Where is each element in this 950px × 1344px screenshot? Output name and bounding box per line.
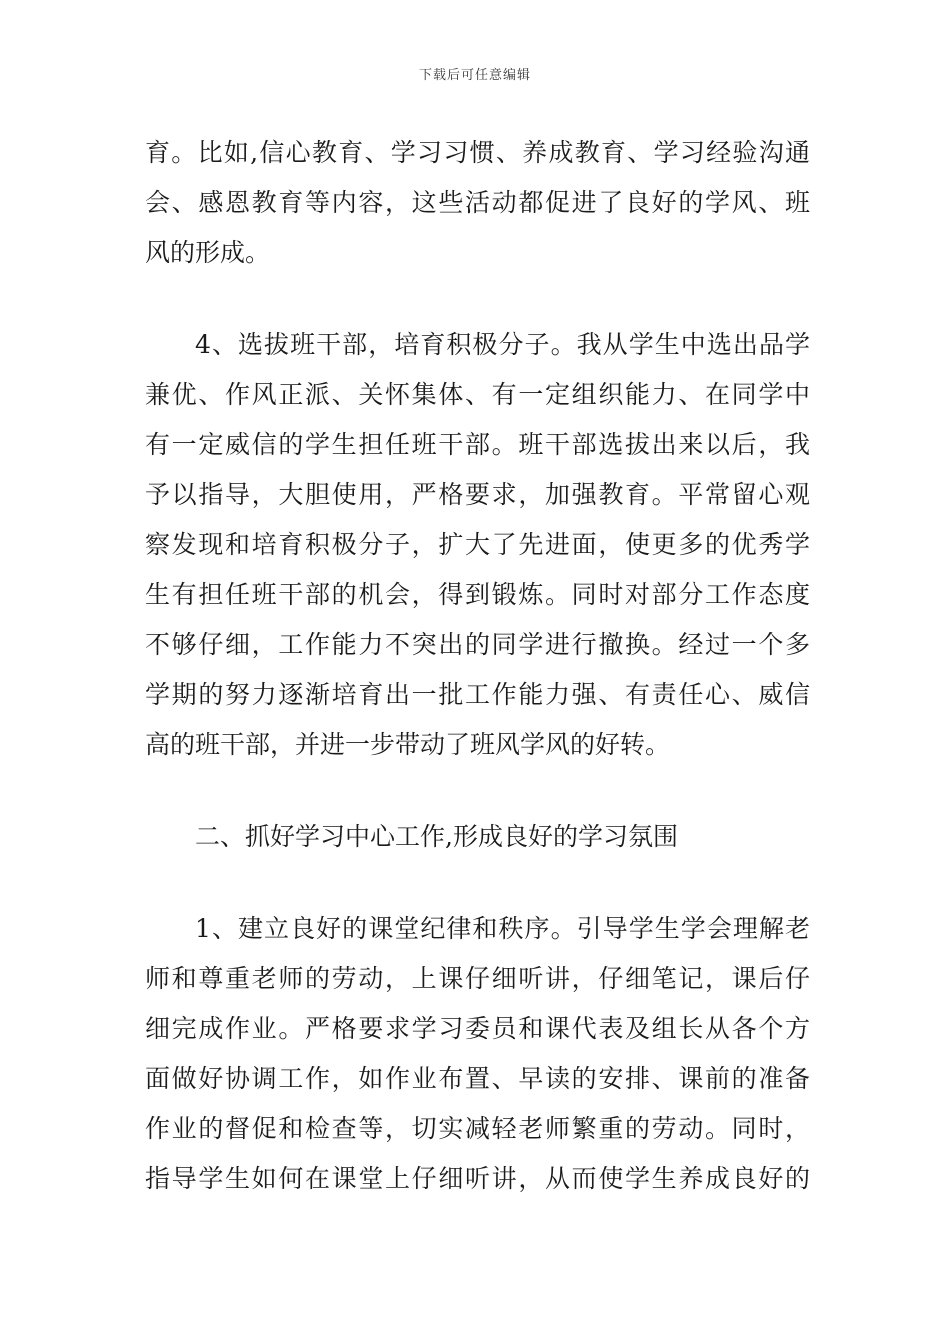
text-line: 育。比如,信心教育、学习习惯、养成教育、学习经验沟通 bbox=[145, 138, 810, 167]
paragraph bbox=[145, 320, 810, 770]
text-line: 作业的督促和检查等，切实减轻老师繁重的劳动。同时， bbox=[145, 1114, 810, 1143]
text-line: 会、感恩教育等内容，这些活动都促进了良好的学风、班 bbox=[145, 188, 810, 217]
text-line: 有一定威信的学生担任班干部。班干部选拔出来以后，我 bbox=[145, 430, 810, 459]
text-line: 风的形成。 bbox=[145, 238, 271, 267]
paragraph-gap bbox=[145, 862, 810, 904]
paragraph-gap bbox=[145, 770, 810, 812]
text-line: 学期的努力逐渐培育出一批工作能力强、有责任心、威信 bbox=[145, 680, 810, 709]
text-line: 生有担任班干部的机会，得到锻炼。同时对部分工作态度 bbox=[145, 580, 810, 609]
text-line: 细完成作业。严格要求学习委员和课代表及组长从各个方 bbox=[145, 1014, 810, 1043]
text-line: 察发现和培育积极分子，扩大了先进面，使更多的优秀学 bbox=[145, 530, 810, 559]
document-body bbox=[145, 128, 810, 1204]
page-header: 下载后可任意编辑 bbox=[418, 68, 531, 83]
text-line: 不够仔细，工作能力不突出的同学进行撤换。经过一个多 bbox=[145, 630, 810, 659]
text-line: 师和尊重老师的劳动，上课仔细听讲，仔细笔记，课后仔 bbox=[145, 964, 810, 993]
text-line: 4、选拔班干部，培育积极分子。我从学生中选出品学 bbox=[195, 330, 810, 359]
paragraph-gap bbox=[145, 278, 810, 320]
text-line: 二、抓好学习中心工作,形成良好的学习氛围 bbox=[195, 822, 678, 851]
text-line: 予以指导，大胆使用，严格要求，加强教育。平常留心观 bbox=[145, 480, 810, 509]
text-line: 兼优、作风正派、关怀集体、有一定组织能力、在同学中 bbox=[145, 380, 810, 409]
section-heading bbox=[145, 812, 810, 862]
paragraph bbox=[145, 128, 810, 278]
paragraph bbox=[145, 904, 810, 1204]
text-line: 指导学生如何在课堂上仔细听讲，从而使学生养成良好的 bbox=[145, 1164, 810, 1193]
text-line: 1、建立良好的课堂纪律和秩序。引导学生学会理解老 bbox=[195, 914, 810, 943]
text-line: 高的班干部，并进一步带动了班风学风的好转。 bbox=[145, 730, 671, 759]
text-line: 面做好协调工作，如作业布置、早读的安排、课前的准备 bbox=[145, 1064, 810, 1093]
